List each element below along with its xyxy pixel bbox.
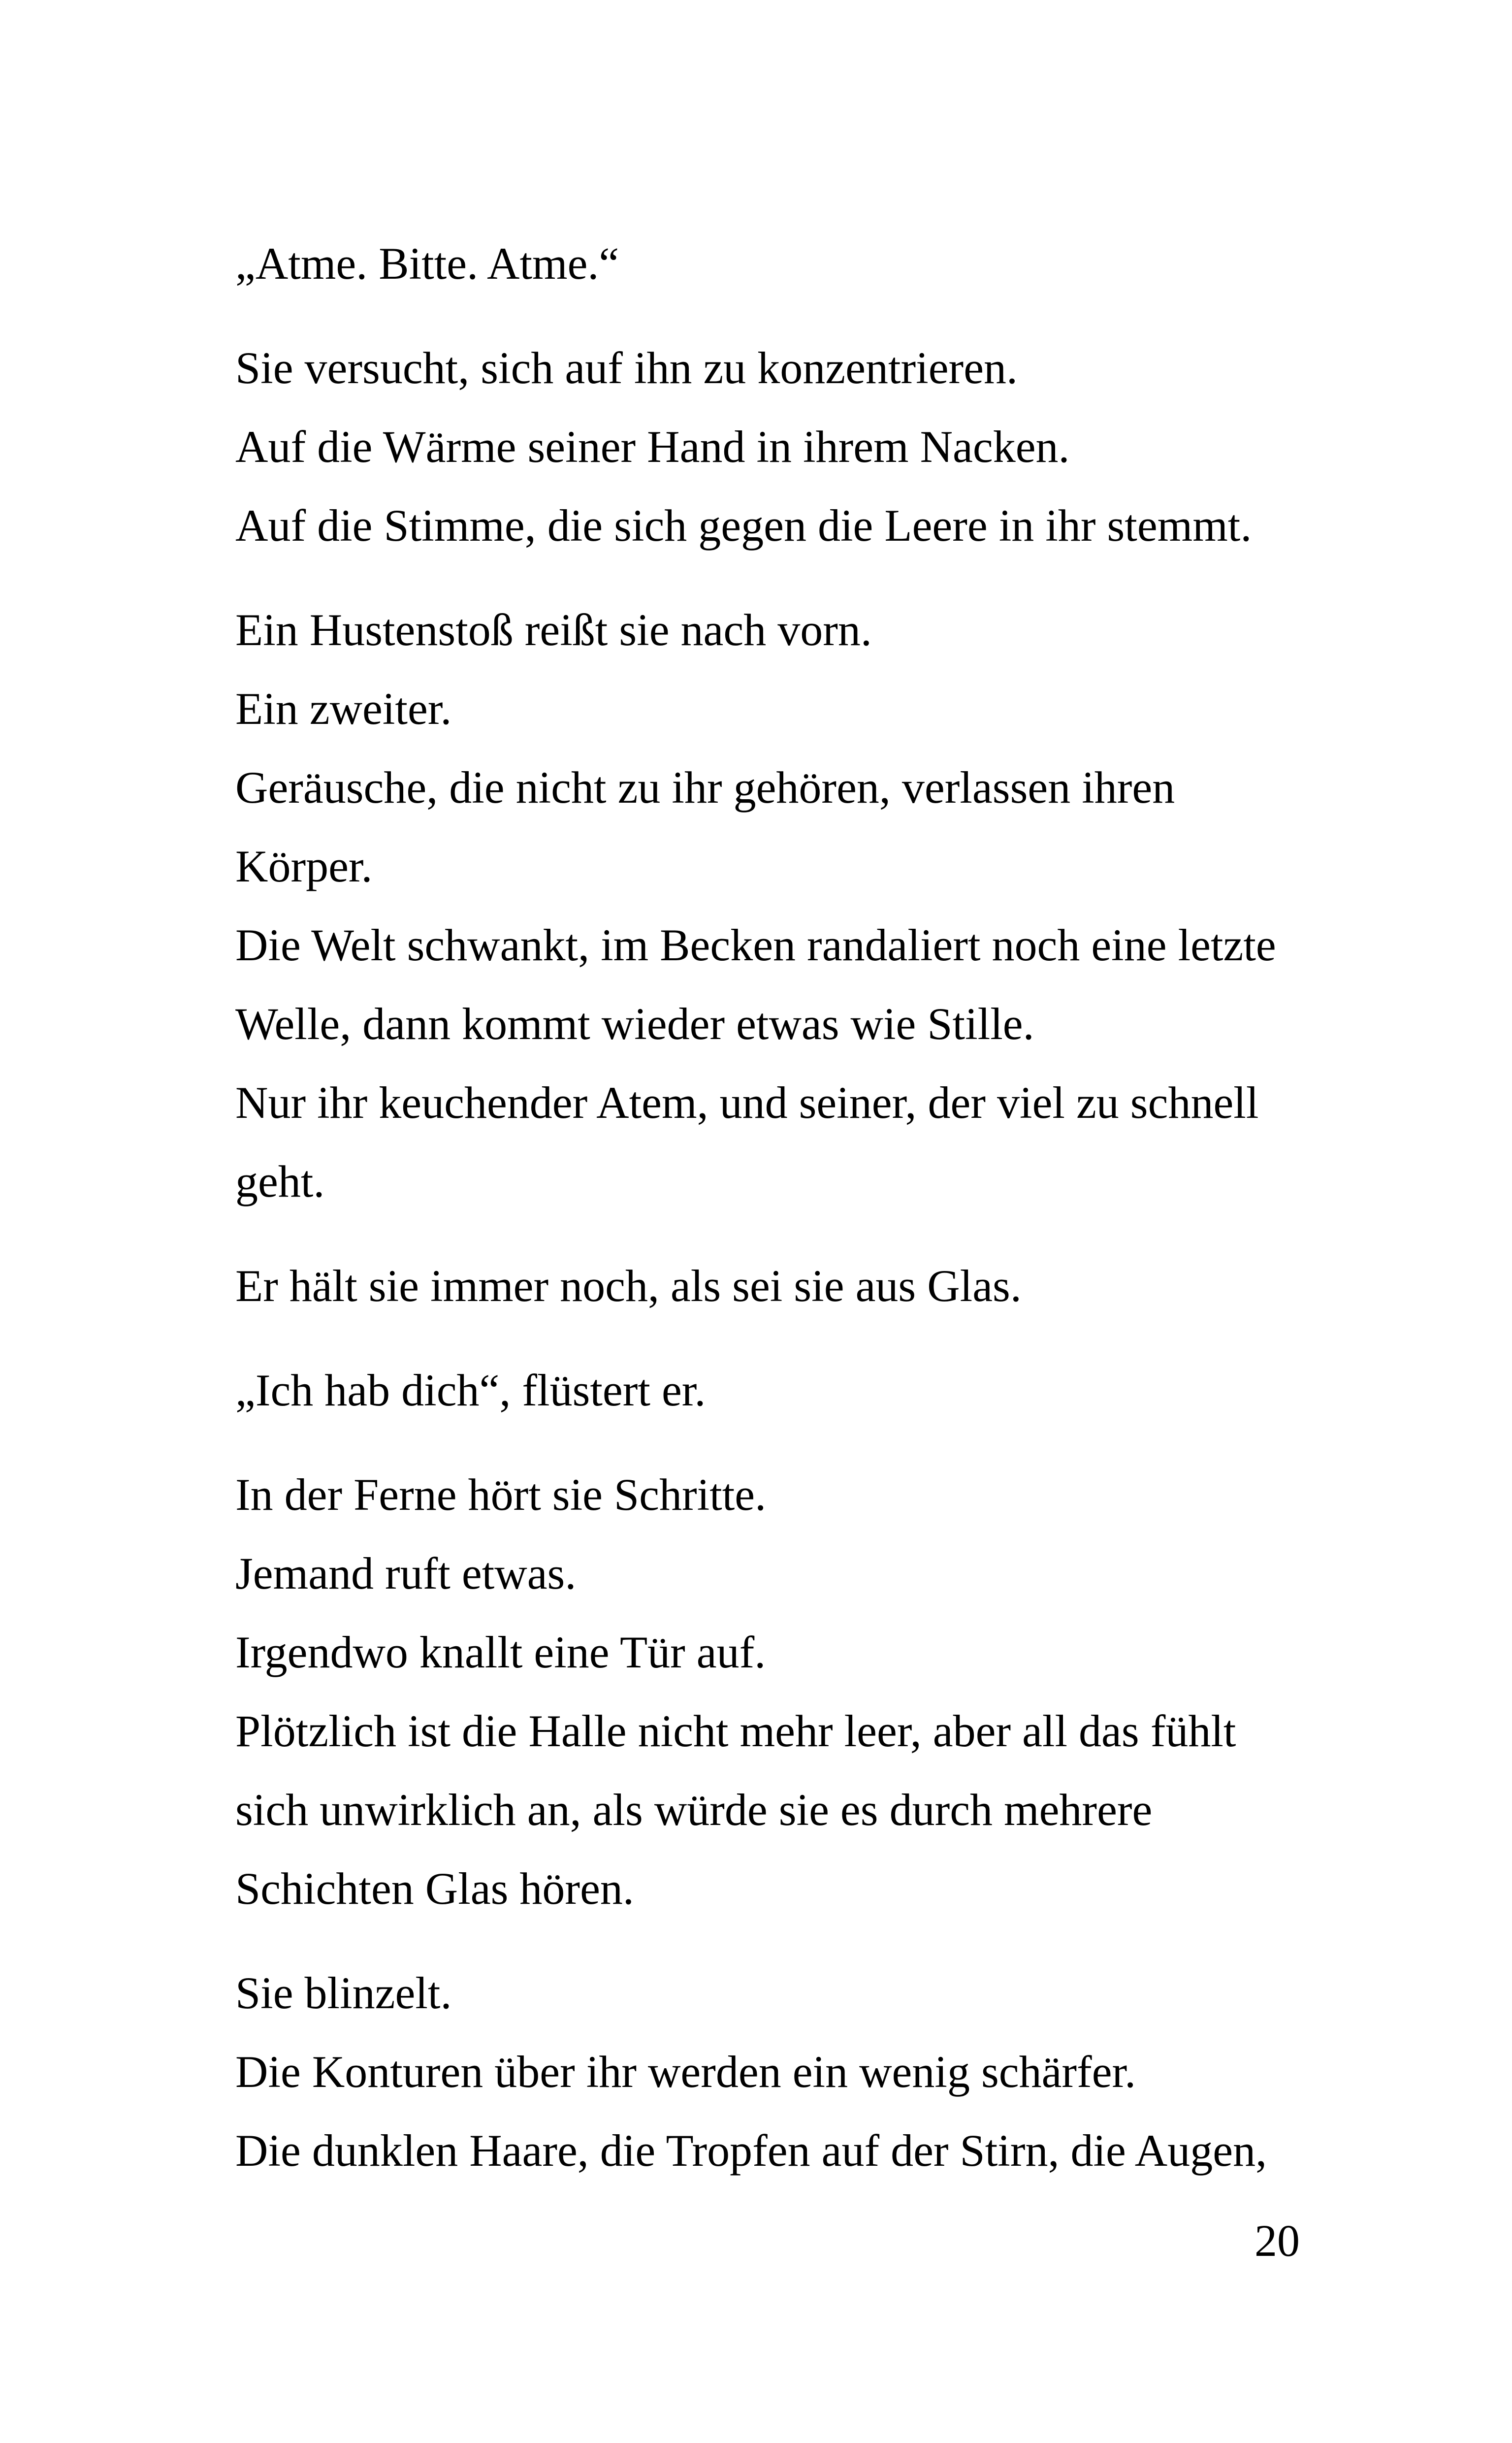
paragraph [235, 1246, 1319, 1325]
text-line: geht. [235, 1156, 325, 1206]
text-line: Ein Hustenstoß reißt sie nach vorn. [235, 605, 872, 655]
text-line: Die dunklen Haare, die Tropfen auf der Stirn, die Augen, [235, 2125, 1267, 2176]
text-line: „Ich hab dich“, flüstert er. [235, 1365, 706, 1415]
text-line: Jemand ruft etwas. [235, 1548, 577, 1598]
paragraph [235, 1351, 1319, 1430]
page-number: 20 [1255, 2215, 1300, 2266]
text-line: Geräusche, die nicht zu ihr gehören, verlassen ihren [235, 762, 1175, 813]
text-line: Irgendwo knallt eine Tür auf. [235, 1627, 766, 1677]
text-line: Er hält sie immer noch, als sei sie aus Glas. [235, 1261, 1022, 1311]
text-line: sich unwirklich an, als würde sie es durch mehrere [235, 1785, 1153, 1835]
text-line: Auf die Stimme, die sich gegen die Leere in ihr stemmt. [235, 500, 1252, 551]
text-line: Ein zweiter. [235, 684, 452, 734]
paragraph [235, 1954, 1319, 2190]
text-line: Plötzlich ist die Halle nicht mehr leer, aber all das fühlt [235, 1706, 1236, 1756]
paragraph [235, 328, 1319, 565]
paragraph [235, 224, 1319, 303]
paragraph [235, 590, 1319, 1221]
text-line: Körper. [235, 841, 373, 891]
text-line: Sie blinzelt. [235, 1968, 452, 2018]
text-line: Nur ihr keuchender Atem, und seiner, der viel zu schnell [235, 1077, 1259, 1128]
text-line: Die Welt schwankt, im Becken randaliert noch eine letzte [235, 920, 1276, 970]
body-text [235, 224, 1319, 2215]
text-line: Sie versucht, sich auf ihn zu konzentrieren. [235, 343, 1018, 393]
text-line: Die Konturen über ihr werden ein wenig schärfer. [235, 2047, 1136, 2097]
text-line: Schichten Glas hören. [235, 1863, 634, 1914]
text-line: „Atme. Bitte. Atme.“ [235, 238, 619, 289]
text-line: In der Ferne hört sie Schritte. [235, 1469, 767, 1520]
paragraph [235, 1455, 1319, 1928]
text-line: Auf die Wärme seiner Hand in ihrem Nacken. [235, 422, 1070, 472]
text-line: Welle, dann kommt wieder etwas wie Stille. [235, 999, 1034, 1049]
